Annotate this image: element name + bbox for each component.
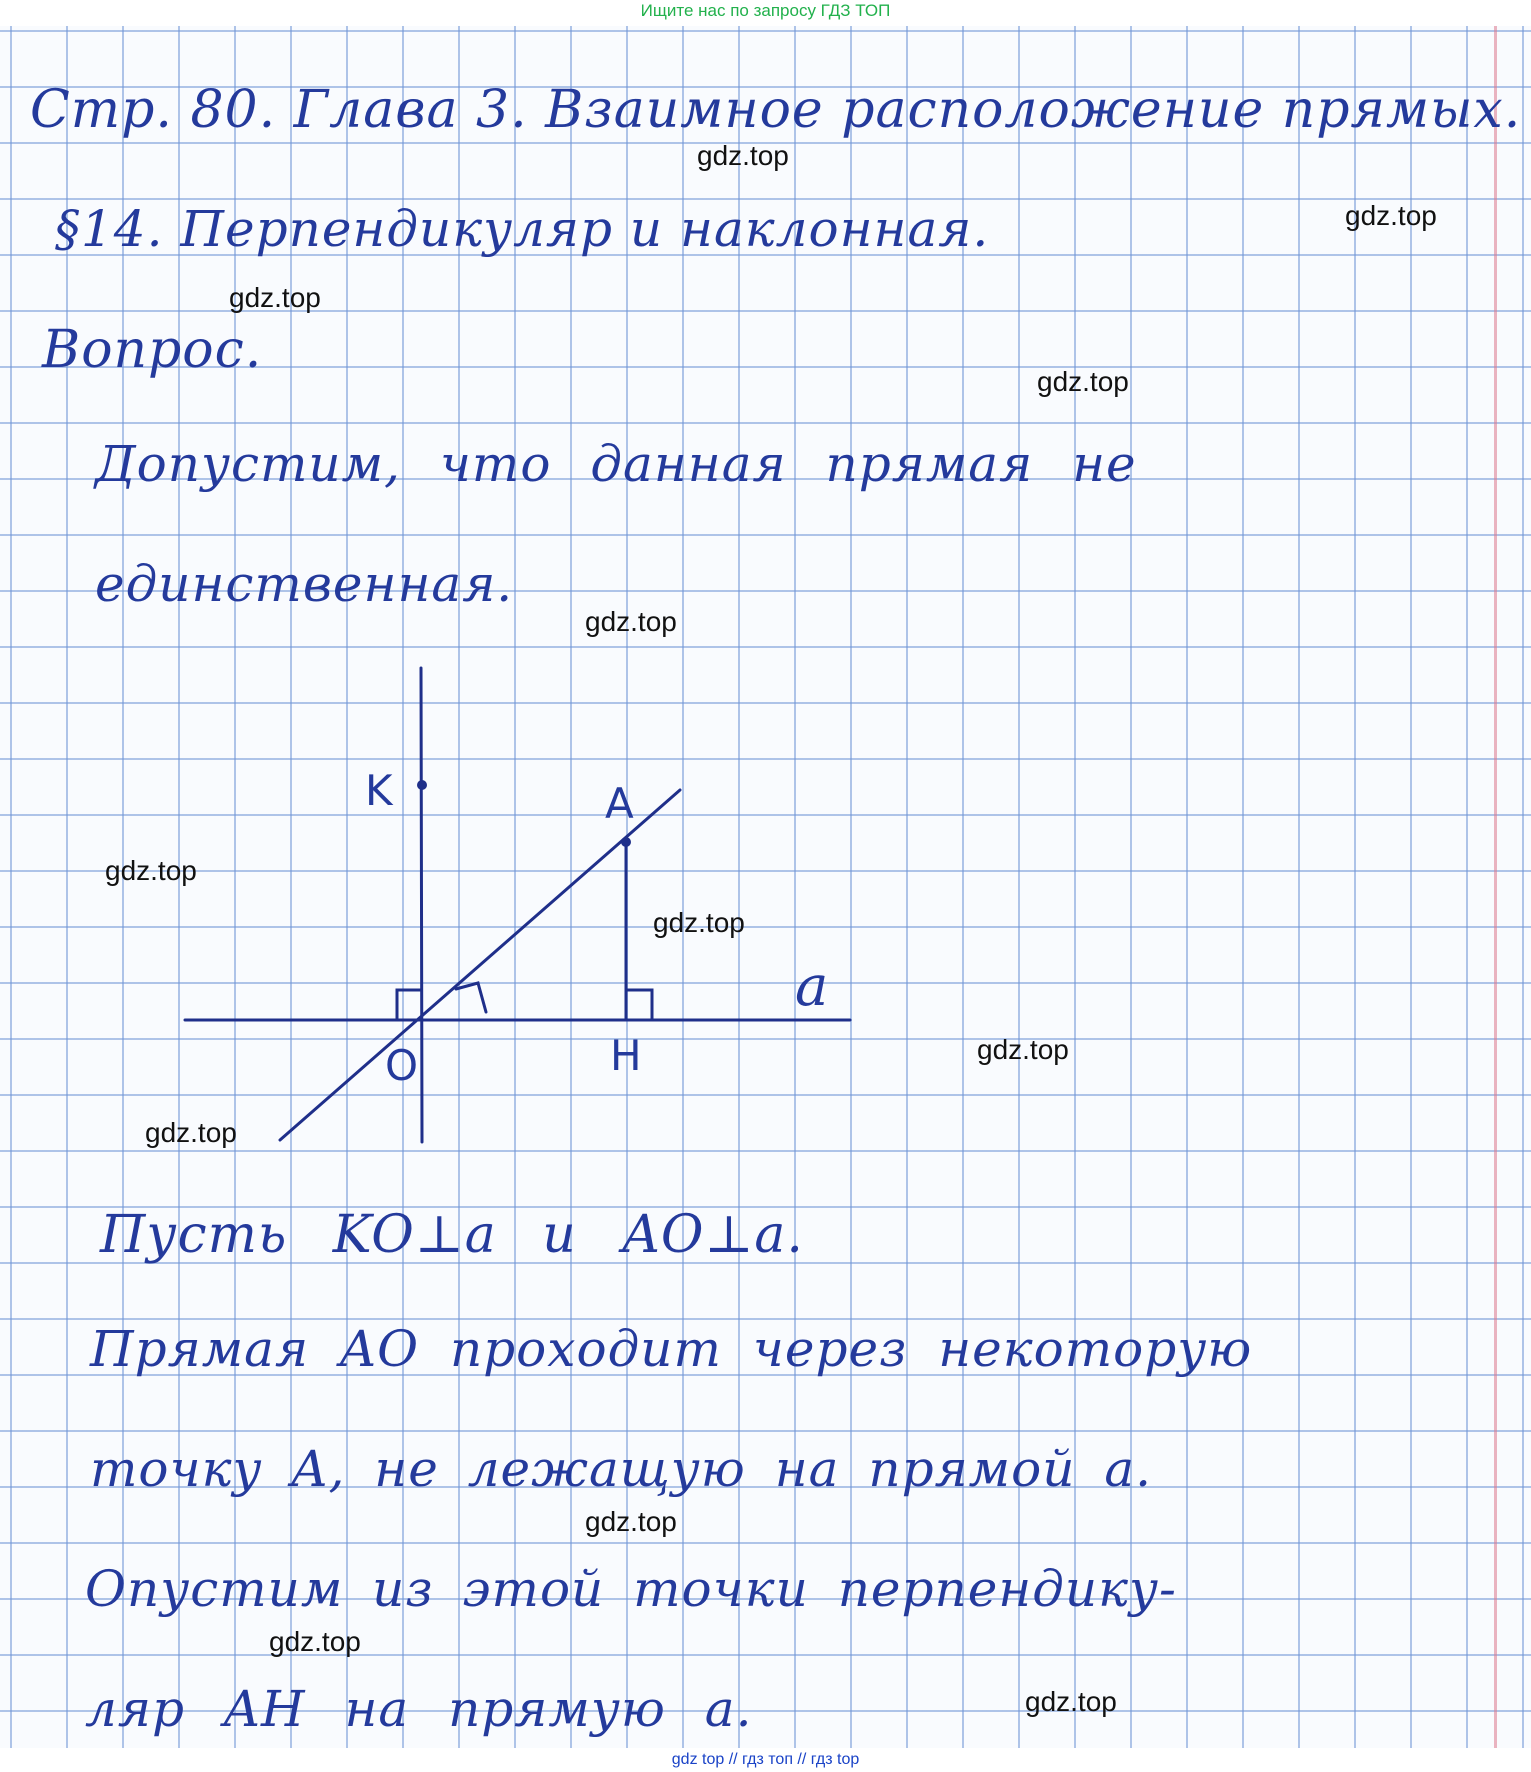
point-k <box>417 780 427 790</box>
watermark: gdz.top <box>1025 1686 1117 1717</box>
figure-svg <box>160 650 880 1170</box>
line-ao <box>280 790 680 1140</box>
text-line-7: ляр AH на прямую a. <box>85 1680 753 1738</box>
label-o: O <box>385 1041 419 1090</box>
header-line: Стр. 80. Глава 3. Взаимное расположение прямых. <box>30 80 1522 140</box>
watermark: gdz.top <box>105 855 197 886</box>
label-a-line: a <box>795 954 829 1019</box>
watermark: gdz.top <box>1345 200 1437 231</box>
right-angle-mark-o <box>397 990 421 1020</box>
geometry-figure <box>160 650 880 1170</box>
text-line-5: точку A, не лежащую на прямой a. <box>90 1440 1153 1498</box>
watermark: gdz.top <box>229 282 321 313</box>
label-k: K <box>365 766 393 815</box>
question-label: Вопрос. <box>42 320 263 380</box>
text-line-3: Пусть KO⊥a и AO⊥a. <box>100 1205 804 1265</box>
label-a-point: A <box>605 779 634 828</box>
watermark: gdz.top <box>977 1034 1069 1065</box>
text-line-1: Допустим, что данная прямая не <box>95 435 1137 493</box>
bottom-banner: gdz top // гдз топ // гдз top <box>0 1748 1531 1772</box>
line-ko <box>421 668 422 1142</box>
point-a <box>621 837 631 847</box>
watermark: gdz.top <box>145 1117 237 1148</box>
right-angle-mark-ao <box>456 983 486 1012</box>
top-banner: Ищите нас по запросу ГДЗ ТОП <box>0 0 1531 26</box>
margin-line <box>1494 26 1497 1748</box>
text-line-6: Опустим из этой точки перпендику- <box>85 1560 1177 1618</box>
watermark: gdz.top <box>269 1626 361 1657</box>
watermark: gdz.top <box>653 907 745 938</box>
watermark: gdz.top <box>697 140 789 171</box>
watermark: gdz.top <box>585 606 677 637</box>
text-line-4: Прямая AO проходит через некоторую <box>90 1320 1253 1378</box>
watermark: gdz.top <box>585 1506 677 1537</box>
label-h: H <box>610 1031 642 1080</box>
watermark: gdz.top <box>1037 366 1129 397</box>
section-title: §14. Перпендикуляр и наклонная. <box>55 200 990 258</box>
right-angle-mark-h <box>626 990 652 1020</box>
text-line-2: единственная. <box>95 555 514 613</box>
